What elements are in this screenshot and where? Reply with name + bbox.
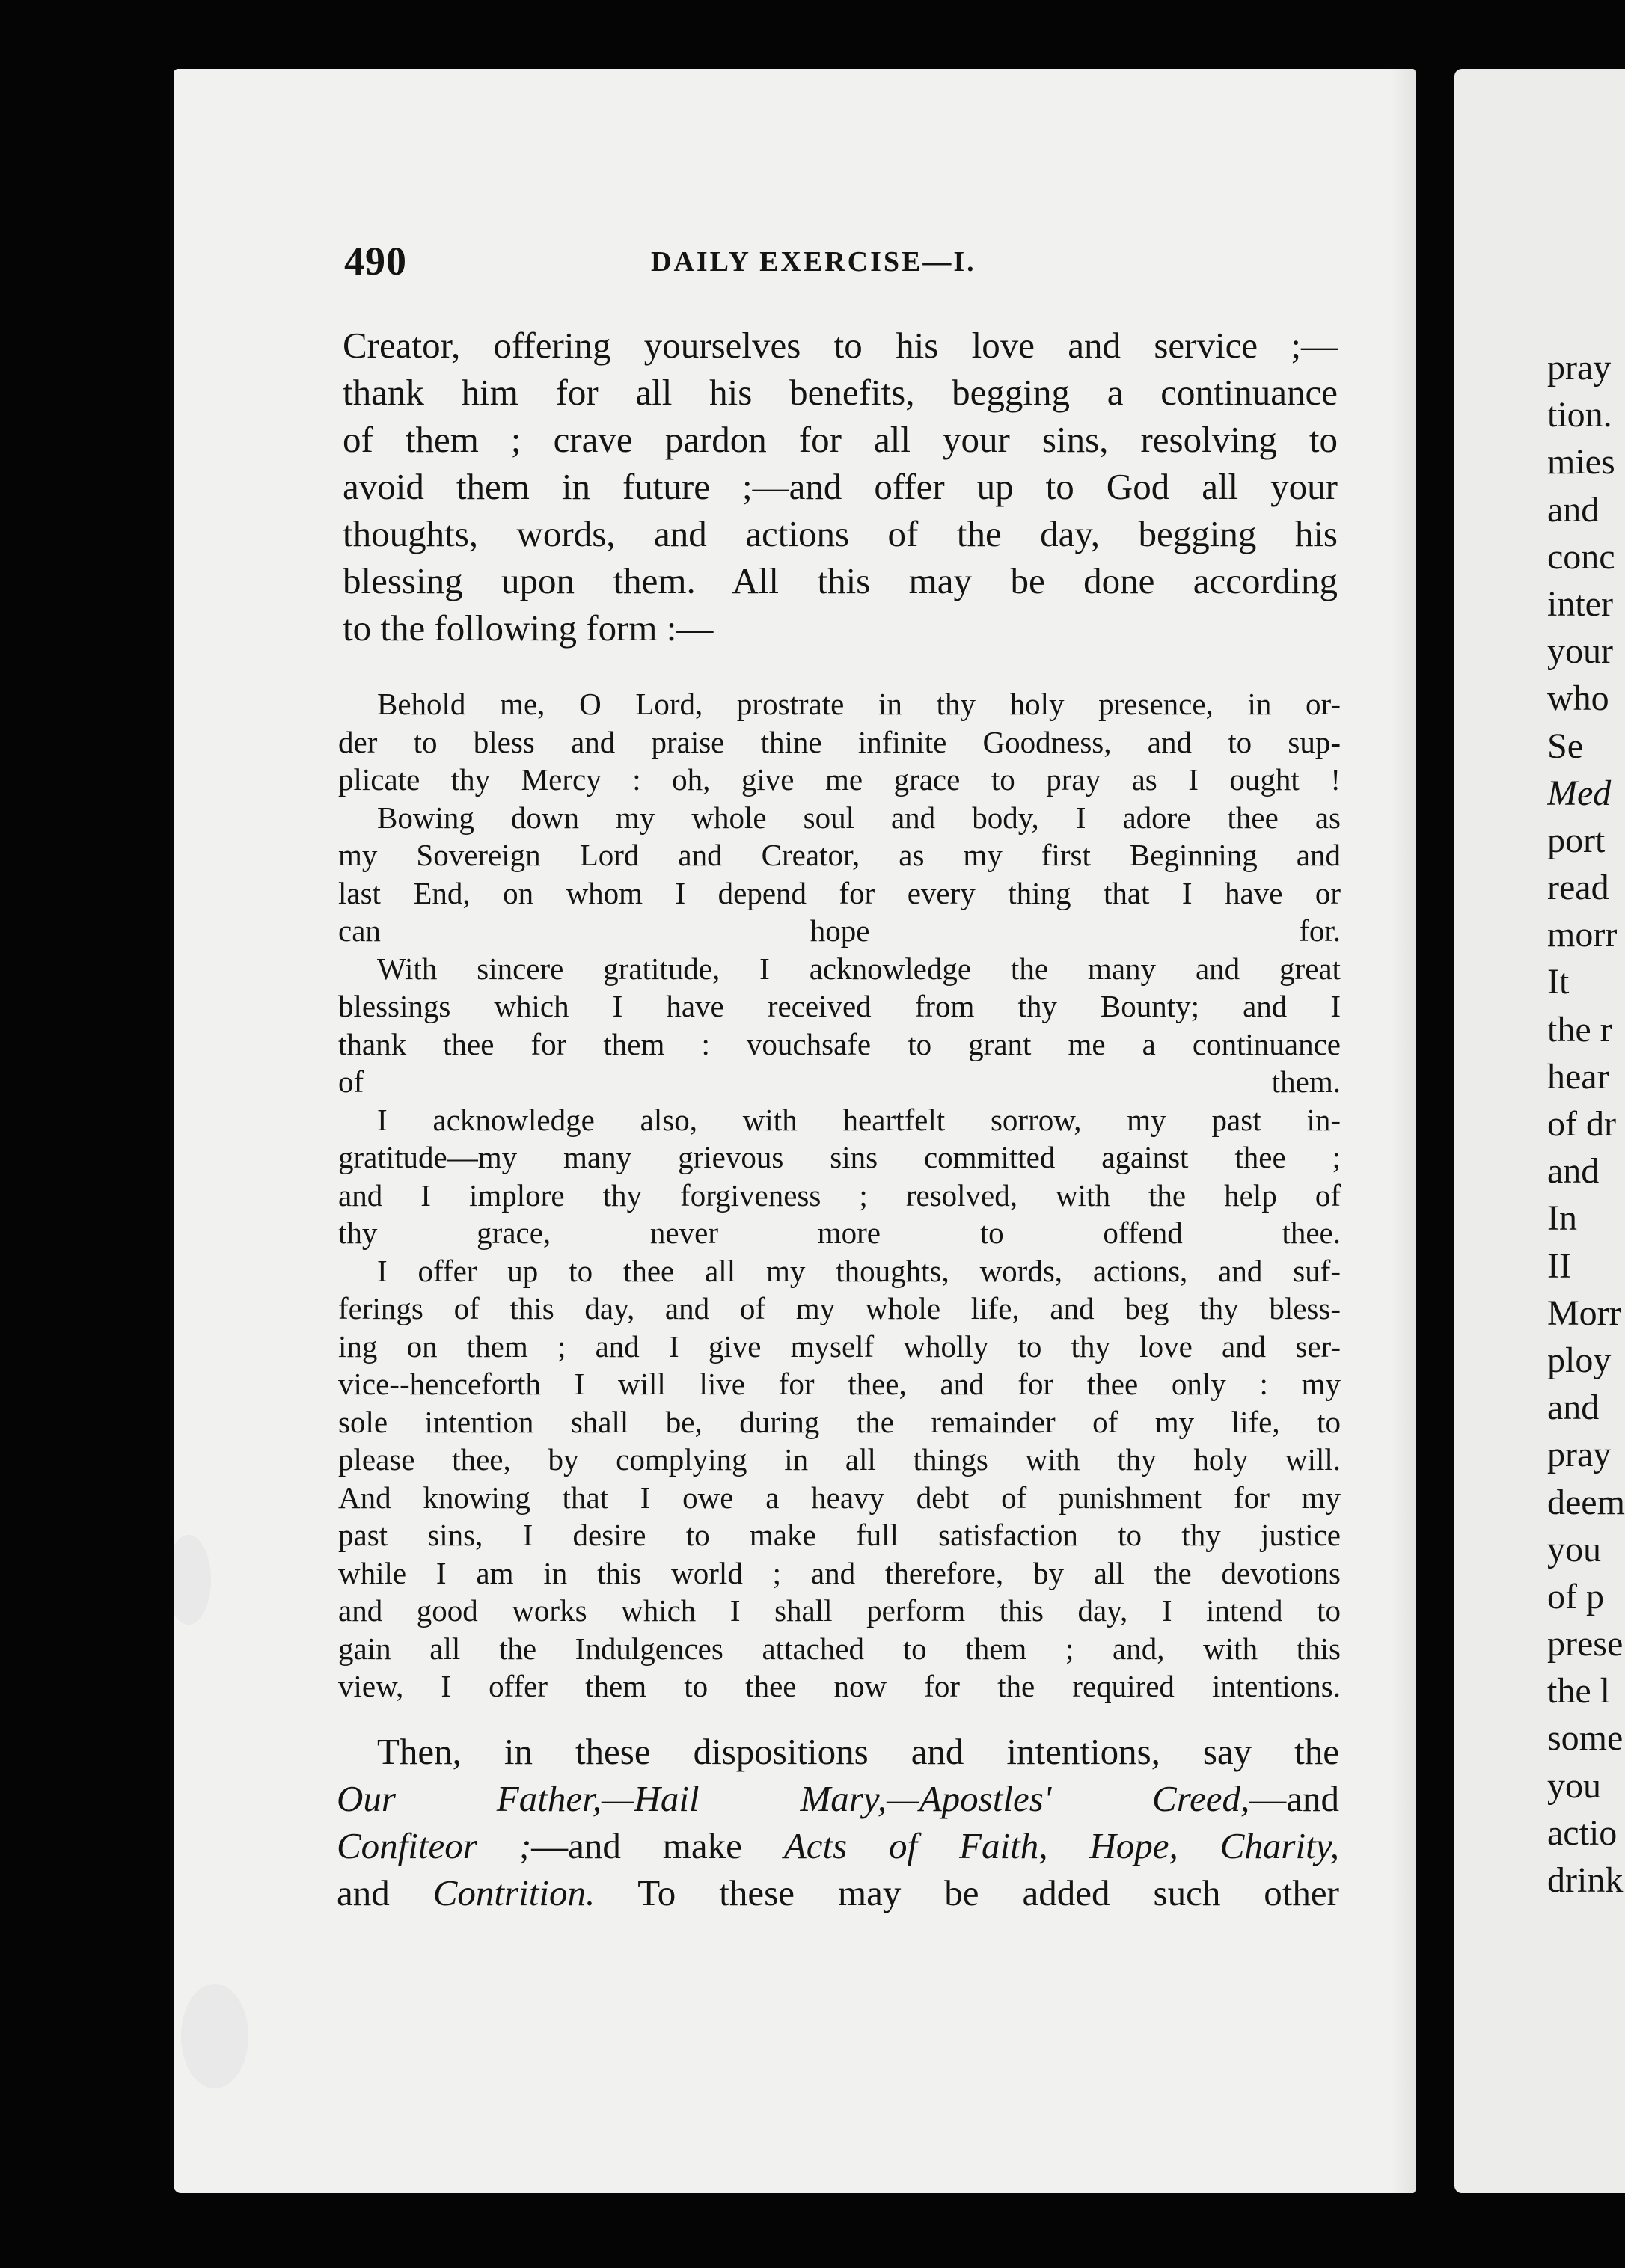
prayer-line: ferings of this day, and of my whole life, and beg thy bless- (338, 1291, 1341, 1325)
text-line (337, 1869, 1339, 1916)
running-head (344, 238, 1339, 283)
facing-line: deem (1547, 1482, 1625, 1522)
prayer-line: and good works which I shall perform this day, I intend to (338, 1593, 1341, 1628)
facing-line: mies (1547, 442, 1615, 482)
prayer-line: der to bless and praise thine infinite Goodness, and to sup- (338, 724, 1341, 759)
prayer-line: With sincere gratitude, I acknowledge the many and great (377, 951, 1341, 986)
prayer-line: while I am in this world ; and therefore, by all the devotions (338, 1555, 1341, 1590)
facing-line: ploy (1547, 1340, 1612, 1380)
facing-line: Se (1547, 726, 1583, 766)
facing-line: II (1547, 1245, 1571, 1286)
confiteor-name: Confiteor ; (337, 1825, 532, 1866)
facing-page-text (1547, 344, 1625, 1904)
prayer-line: and I implore thy forgiveness ; resolved, with the help of (338, 1177, 1341, 1213)
prayer-line: can hope for. (338, 913, 1341, 948)
prayer-line: I offer up to thee all my thoughts, words, actions, and suf- (377, 1253, 1341, 1288)
facing-line: prese (1547, 1624, 1624, 1664)
facing-line: conc (1547, 536, 1615, 577)
facing-line: actio (1547, 1812, 1618, 1853)
prayer-line: thank thee for them : vouchsafe to grant me a continuance (338, 1026, 1341, 1061)
facing-line: you (1547, 1765, 1601, 1806)
prayer-line: last End, on whom I depend for every thing that I have or (338, 875, 1341, 910)
facing-line: the l (1547, 1671, 1610, 1711)
prayer-line: gratitude—my many grievous sins committed against thee ; (338, 1140, 1341, 1174)
text-line: avoid them in future ;—and offer up to God all your (343, 466, 1338, 507)
prayer-text (338, 685, 1341, 1705)
gutter-shadow (1390, 69, 1416, 2193)
facing-line: Med (1547, 773, 1612, 813)
facing-line: inter (1547, 583, 1613, 624)
intro-paragraph (343, 322, 1338, 652)
text-line (337, 1775, 1339, 1822)
prayer-line: ing on them ; and I give myself wholly to thy love and ser- (338, 1328, 1341, 1364)
page-title: DAILY EXERCISE—I. (651, 246, 976, 278)
facing-line: Morr (1547, 1293, 1621, 1333)
text-line: blessing upon them. All this may be done according (343, 560, 1338, 601)
facing-line: It (1547, 962, 1570, 1002)
facing-line: you (1547, 1529, 1601, 1569)
prayer-names: Our Father,—Hail Mary,—Apostles' Creed, (337, 1778, 1250, 1819)
text-line: of them ; crave pardon for all your sins, resolving to (343, 419, 1338, 460)
facing-line: of p (1547, 1576, 1604, 1616)
facing-line: the r (1547, 1009, 1612, 1049)
text-line: thoughts, words, and actions of the day, begging his (343, 513, 1338, 554)
prayer-line: sole intention shall be, during the remainder of my life, to (338, 1404, 1341, 1439)
facing-line: port (1547, 820, 1606, 860)
facing-line: your (1547, 631, 1613, 672)
prayer-line: I acknowledge also, with heartfelt sorrow, my past in- (377, 1102, 1341, 1137)
facing-line: pray (1547, 348, 1612, 387)
text-line: to the following form :— (343, 607, 714, 649)
facing-line: and (1547, 1151, 1600, 1192)
prayer-line: thy grace, never more to offend thee. (338, 1216, 1341, 1250)
facing-line: and (1547, 1388, 1600, 1428)
prayer-line: of them. (338, 1064, 1341, 1099)
prayer-line: Behold me, O Lord, prostrate in thy holy presence, in or- (377, 687, 1341, 721)
text-fragment: —and (1249, 1778, 1339, 1819)
paper-blemish (181, 1984, 248, 2088)
prayer-line: view, I offer them to thee now for the required intentions. (338, 1669, 1341, 1703)
text-fragment: —and make (531, 1825, 784, 1866)
text-line: Creator, offering yourselves to his love and service ;— (343, 325, 1338, 366)
prayer-line: vice--henceforth I will live for thee, and for thee only : my (338, 1367, 1341, 1401)
text-fragment: and (337, 1872, 433, 1913)
page-number: 490 (344, 239, 407, 284)
facing-line: tion. (1547, 395, 1612, 435)
prayer-line: And knowing that I owe a heavy debt of punishment for my (338, 1480, 1341, 1515)
facing-line: hear (1547, 1056, 1609, 1097)
text-line (337, 1822, 1339, 1869)
text-line: thank him for all his benefits, begging a continuance (343, 372, 1338, 413)
text-line: Then, in these dispositions and intentions, say the (377, 1731, 1339, 1772)
paper-blemish (174, 1535, 211, 1625)
facing-line: who (1547, 678, 1609, 719)
facing-line: drink (1547, 1860, 1624, 1900)
prayer-line: please thee, by complying in all things with thy holy will. (338, 1442, 1341, 1477)
prayer-line: my Sovereign Lord and Creator, as my first Beginning and (338, 838, 1341, 872)
text-fragment: To these may be added such other (595, 1872, 1339, 1913)
prayer-line: gain all the Indulgences attached to them ; and, with this (338, 1631, 1341, 1666)
facing-line: In (1547, 1198, 1577, 1239)
prayer-line: plicate thy Mercy : oh, give me grace to pray as I ought ! (338, 762, 1341, 797)
facing-line: of dr (1547, 1104, 1616, 1144)
facing-line: some (1547, 1718, 1624, 1759)
prayer-line: past sins, I desire to make full satisfaction to thy justice (338, 1518, 1341, 1552)
facing-line: pray (1547, 1435, 1612, 1475)
facing-line: morr (1547, 915, 1618, 955)
prayer-line: blessings which I have received from thy Bounty; and I (338, 989, 1341, 1023)
facing-line: read (1547, 868, 1609, 908)
closing-paragraph (337, 1728, 1339, 1916)
facing-line: and (1547, 489, 1600, 530)
acts-names: Acts of Faith, Hope, Charity, (783, 1825, 1339, 1866)
contrition-name: Contrition. (432, 1872, 596, 1913)
prayer-line: Bowing down my whole soul and body, I adore thee as (377, 800, 1341, 835)
